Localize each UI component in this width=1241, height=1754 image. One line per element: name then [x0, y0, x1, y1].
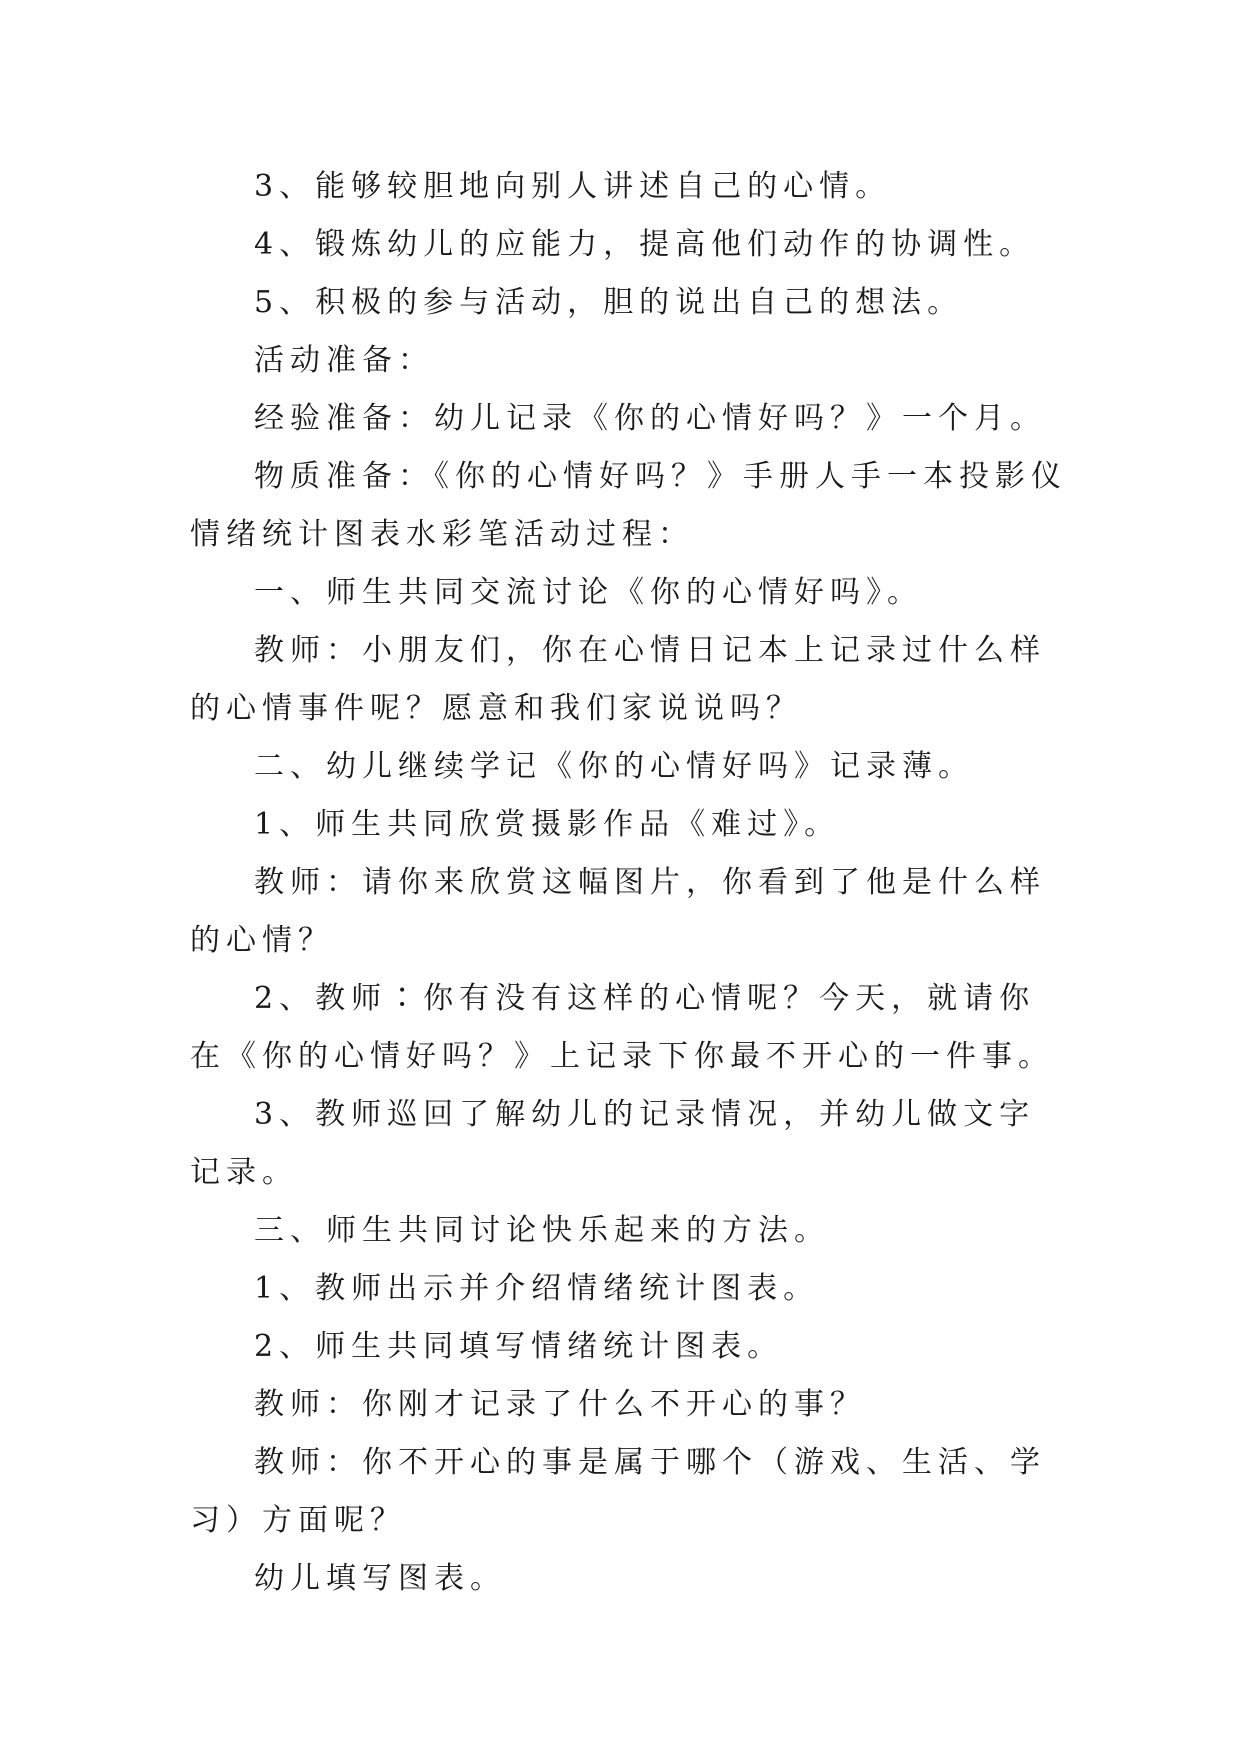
heading-step-1: 一、师生共同交流讨论《你的心情好吗》。: [254, 575, 923, 610]
paragraph-step-3-item-1: 1、教师出示并介绍情绪统计图表。: [254, 1271, 820, 1306]
paragraph-teacher-question-3: 教师：你刚才记录了什么不开心的事？: [254, 1387, 866, 1422]
paragraph-experience-preparation: 经验准备：幼儿记录《你的心情好吗？》一个月。: [254, 401, 1046, 436]
paragraph-teacher-question-4: 教师：你不开心的事是属于哪个（游戏、生活、学习）方面呢？: [190, 1445, 1046, 1538]
paragraph-step-2-item-1: 1、师生共同欣赏摄影作品《难过》。: [254, 807, 841, 842]
heading-step-2: 二、幼儿继续学记《你的心情好吗》记录薄。: [254, 749, 974, 784]
paragraph-objective-4: 4、锻炼幼儿的应能力，提高他们动作的协调性。: [254, 227, 1036, 262]
paragraph-objective-5: 5、积极的参与活动，胆的说出自己的想法。: [254, 285, 964, 320]
paragraph-step-3-item-2: 2、师生共同填写情绪统计图表。: [254, 1329, 784, 1364]
heading-step-3: 三、师生共同讨论快乐起来的方法。: [254, 1213, 830, 1248]
paragraph-teacher-question-1: 教师：小朋友们，你在心情日记本上记录过什么样的心情事件呢？愿意和我们家说说吗？: [190, 633, 1046, 726]
heading-activity-preparation: 活动准备：: [254, 343, 434, 378]
paragraph-material-preparation: 物质准备：《你的心情好吗？》手册人手一本投影仪情绪统计图表水彩笔活动过程：: [190, 459, 1067, 552]
paragraph-children-fill-chart: 幼儿填写图表。: [254, 1561, 506, 1596]
paragraph-teacher-question-2: 教师：请你来欣赏这幅图片，你看到了他是什么样的心情？: [190, 865, 1046, 958]
document-body: [190, 158, 1070, 1608]
paragraph-step-2-item-2: 2、教师∶你有没有这样的心情呢？今天，就请你在《你的心情好吗？》上记录下你最不开心的一件事。: [190, 981, 1054, 1074]
paragraph-objective-3: 3、能够较胆地向别人讲述自己的心情。: [254, 169, 892, 204]
paragraph-step-2-item-3: 3、教师巡回了解幼儿的记录情况，并幼儿做文字记录。: [190, 1097, 1036, 1190]
